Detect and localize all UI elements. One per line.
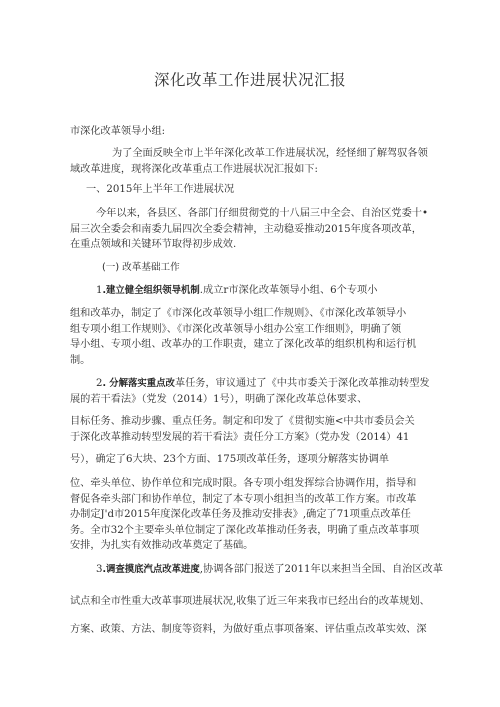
item-2-text: 革任务，审议通过了《中共市委关于深化改革推动转型发 [174, 378, 430, 389]
paragraph-line: 方案、政策、方法、制度等资料，为做好重点事项备案、评估重点改革实效、深 [70, 624, 427, 635]
intro-paragraph [70, 146, 442, 177]
item-2-line [70, 376, 442, 392]
item-3-paragraph [70, 594, 442, 642]
paragraph-line: 展的若干看法》（党发（2014）1号），明确了深化改革总体要求、 [70, 393, 368, 405]
paragraph-line: 务。全市32个主要牵头单位制定了深化改革推动任务表，明确了重点改革事项 [70, 524, 420, 536]
paragraph-line: 安排，为扎实有效推动改革奠定了基础。 [70, 540, 254, 551]
item-1-number: 1 [96, 285, 103, 296]
salutation-line: 市深化改革领导小组: [70, 126, 166, 137]
item-2-paragraph-a [70, 414, 442, 445]
item-2-paragraph-c [70, 476, 442, 554]
paragraph-line: 域改革进度，现将深化改革重点工作进展状况汇报如下: [70, 163, 318, 175]
paragraph-line: 号），确定了6大块、23个方面、175项改革任务，逐项分解落实协调单 [70, 454, 390, 465]
subsection-heading [70, 260, 442, 276]
paragraph-line: 督促各牵头部门和协作单位，制定了本专项小组担当的改革工作方案。市改革 [70, 493, 417, 505]
paragraph-line: 位、牵头单位、协作单位和完成时限。各专项小组发挥综合协调作用，指导和 [70, 478, 417, 489]
paragraph-line: 组和改革办，制定了《市深化改革领导小组匚作规则》、《市深化改革领导小 [70, 308, 407, 319]
paragraph-line: 导小组、专项小组、改革办的工作职责，建立了深化改革的组织机构和运行机 [70, 339, 417, 350]
item-1-lead [70, 283, 442, 299]
paragraph-line: 为了全面反映全市上半年深化改革工作进展状况，经怪细了解驾驭各领 [112, 148, 428, 159]
item-1-bold-heading: .建立健全组织领导机制 [102, 285, 200, 296]
item-3-bold-heading: .调查摸底汽点改革进度 [102, 564, 200, 575]
item-2-lead [70, 376, 442, 407]
item-3-text: ,协调各部门报送了2011年以来担当全国、自治区改革 [199, 564, 443, 575]
paragraph-line: 目标任务、推动步骤、重点任务。制定和印发了《贯彻实施<中共市委员会关 [70, 416, 415, 427]
item-3-lead [70, 562, 442, 578]
salutation [70, 124, 442, 140]
item-1-text: .成立r市深化改革领导小组、6个专项小 [199, 285, 378, 296]
paragraph-line: 制。 [70, 354, 91, 366]
item-2-paragraph-b [70, 452, 442, 468]
paragraph-line: 试点和全市性重大改革事项进展状况,收集了近三年来我市已经出台的改革规划、 [70, 596, 430, 607]
paragraph-line: 办制定J'd市2015年度深化改革任务及推动安排表》,确定了71项重点改革任 [70, 509, 411, 520]
paragraph-line: 在重点领域和关键环节取得初步成效. [70, 239, 237, 250]
item-1-line [70, 283, 442, 299]
paragraph-line: 今年以来，各县区、各部门仔细贯彻党的十八届三中全会、自治区党委十• [96, 208, 429, 219]
section-1-paragraph [70, 206, 442, 253]
item-1-paragraph [70, 306, 442, 368]
subsection-1-heading: (一) 改革基础工作 [102, 262, 180, 273]
page-title: 深化改革工作进展状况汇报 [153, 71, 346, 89]
paragraph-line: 组专项小组工作规则》、《市深化改革领导小组办公室工作细则》，明确了领 [70, 323, 402, 335]
paragraph-line: 届三次全委会和南委九届四次全委会精神，主动稳妥推动2015年度各项改革， [70, 223, 422, 235]
item-2-bold-heading: . 分解落实重点改 [102, 378, 175, 389]
item-3-line [70, 562, 442, 578]
item-3-number: 3 [96, 564, 103, 575]
section-1-heading: 一、2015年上半年工作进展状况 [86, 184, 235, 195]
paragraph-line: 于深化改革推动转型发展的若干看法》责任分工方案》（党办发（2014）41 [70, 431, 410, 443]
section-heading [70, 182, 442, 198]
item-2-number: 2 [96, 378, 103, 389]
